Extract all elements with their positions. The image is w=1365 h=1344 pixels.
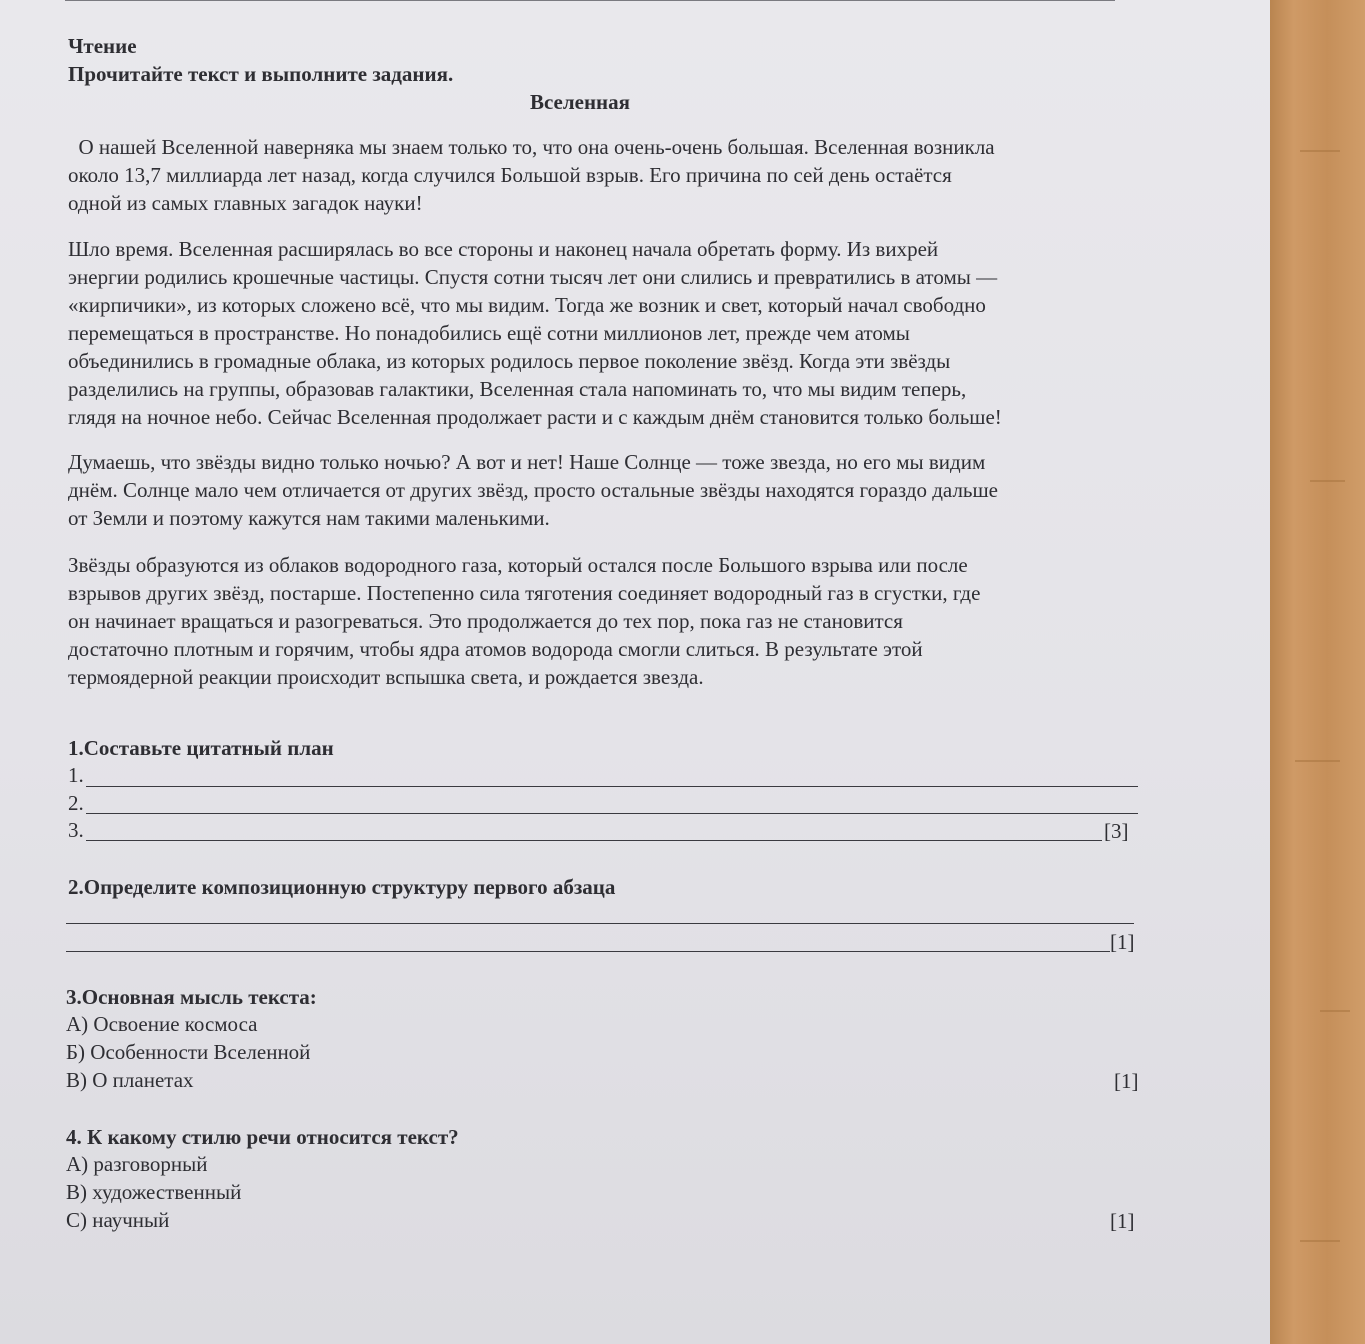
wood-grain bbox=[1295, 760, 1340, 762]
answer-line-task-2a[interactable] bbox=[66, 923, 1134, 924]
paragraph-line: достаточно плотным и горячим, чтобы ядра атомов водорода смогли слиться. В результате этой bbox=[68, 637, 923, 661]
paragraph-line: термоядерной реакции происходит вспышка света, и рождается звезда. bbox=[68, 665, 704, 689]
paragraph-1 bbox=[68, 133, 1138, 217]
answer-line-3[interactable] bbox=[86, 840, 1102, 841]
paragraph-line: около 13,7 миллиарда лет назад, когда случился Большой взрыв. Его причина по сей день остаётся bbox=[68, 163, 952, 187]
task-3-option[interactable]: А) Освоение космоса bbox=[66, 1012, 258, 1036]
task-3-option[interactable]: В) О планетах bbox=[66, 1068, 194, 1092]
paragraph-line: объединились в громадные облака, из которых родилось первое поколение звёзд. Когда эти звёзды bbox=[68, 349, 951, 373]
task-1-line-number: 1. bbox=[68, 763, 84, 787]
answer-line-task-2b[interactable] bbox=[66, 951, 1110, 952]
wood-grain bbox=[1310, 480, 1345, 482]
paragraph-line: он начинает вращаться и разогреваться. Это продолжается до тех пор, пока газ не становится bbox=[68, 609, 903, 633]
paragraph-line: разделились на группы, образовав галактики, Вселенная стала напоминать то, что мы видим теперь, bbox=[68, 377, 967, 401]
paragraph-line: одной из самых главных загадок науки! bbox=[68, 191, 423, 215]
task-2-title: 2.Определите композиционную структуру первого абзаца bbox=[68, 875, 616, 899]
paragraph-line: Думаешь, что звёзды видно только ночью? А вот и нет! Наше Солнце — тоже звезда, но его мы видим bbox=[68, 450, 986, 474]
task-4-option[interactable]: С) научный bbox=[66, 1208, 170, 1232]
task-4-option[interactable]: А) разговорный bbox=[66, 1152, 208, 1176]
task-1-title: 1.Составьте цитатный план bbox=[68, 736, 334, 760]
paragraph-line: днём. Солнце мало чем отличается от других звёзд, просто остальные звёзды находятся гораздо дальше bbox=[68, 478, 998, 502]
task-4-score: [1] bbox=[1110, 1209, 1135, 1233]
section-heading: Чтение bbox=[68, 34, 137, 58]
task-3-score: [1] bbox=[1114, 1069, 1139, 1093]
answer-line-2[interactable] bbox=[86, 813, 1138, 814]
task-2-score: [1] bbox=[1110, 930, 1135, 954]
task-1-score: [3] bbox=[1104, 819, 1129, 843]
paragraph-line: перемещаться в пространстве. Но понадобились ещё сотни миллионов лет, прежде чем атомы bbox=[68, 321, 910, 345]
paragraph-line: энергии родились крошечные частицы. Спустя сотни тысяч лет они слились и превратились в атомы — bbox=[68, 265, 998, 289]
instruction-text: Прочитайте текст и выполните задания. bbox=[68, 62, 454, 86]
task-4-title: 4. К какому стилю речи относится текст? bbox=[66, 1125, 459, 1149]
task-1-line-number: 2. bbox=[68, 791, 84, 815]
paragraph-4 bbox=[68, 551, 1138, 691]
paragraph-3 bbox=[68, 448, 1138, 532]
paragraph-line: Шло время. Вселенная расширялась во все стороны и наконец начала обретать форму. Из вихрей bbox=[68, 237, 939, 261]
task-4-option[interactable]: В) художественный bbox=[66, 1180, 242, 1204]
wood-grain bbox=[1320, 1010, 1350, 1012]
paragraph-line: глядя на ночное небо. Сейчас Вселенная продолжает расти и с каждым днём становится только больше! bbox=[68, 405, 1002, 429]
task-1-line-number: 3. bbox=[68, 818, 84, 842]
paragraph-line: «кирпичики», из которых сложено всё, что мы видим. Тогда же возник и свет, который начал свободно bbox=[68, 293, 986, 317]
task-3-option[interactable]: Б) Особенности Вселенной bbox=[66, 1040, 311, 1064]
wood-grain bbox=[1300, 1240, 1340, 1242]
paragraph-line: О нашей Вселенной наверняка мы знаем только то, что она очень-очень большая. Вселенная возникла bbox=[68, 135, 995, 159]
wood-grain bbox=[1300, 150, 1340, 152]
wooden-table bbox=[1270, 0, 1365, 1344]
paragraph-2 bbox=[68, 235, 1138, 431]
task-3-title: 3.Основная мысль текста: bbox=[66, 985, 317, 1009]
paragraph-line: взрывов других звёзд, постарше. Постепенно сила тяготения соединяет водородный газ в сгустки, где bbox=[68, 581, 981, 605]
text-title: Вселенная bbox=[529, 90, 631, 114]
answer-line-1[interactable] bbox=[86, 786, 1138, 787]
paragraph-line: от Земли и поэтому кажутся нам такими маленькими. bbox=[68, 506, 550, 530]
paragraph-line: Звёзды образуются из облаков водородного газа, который остался после Большого взрыва или после bbox=[68, 553, 968, 577]
top-divider bbox=[65, 0, 1115, 1]
